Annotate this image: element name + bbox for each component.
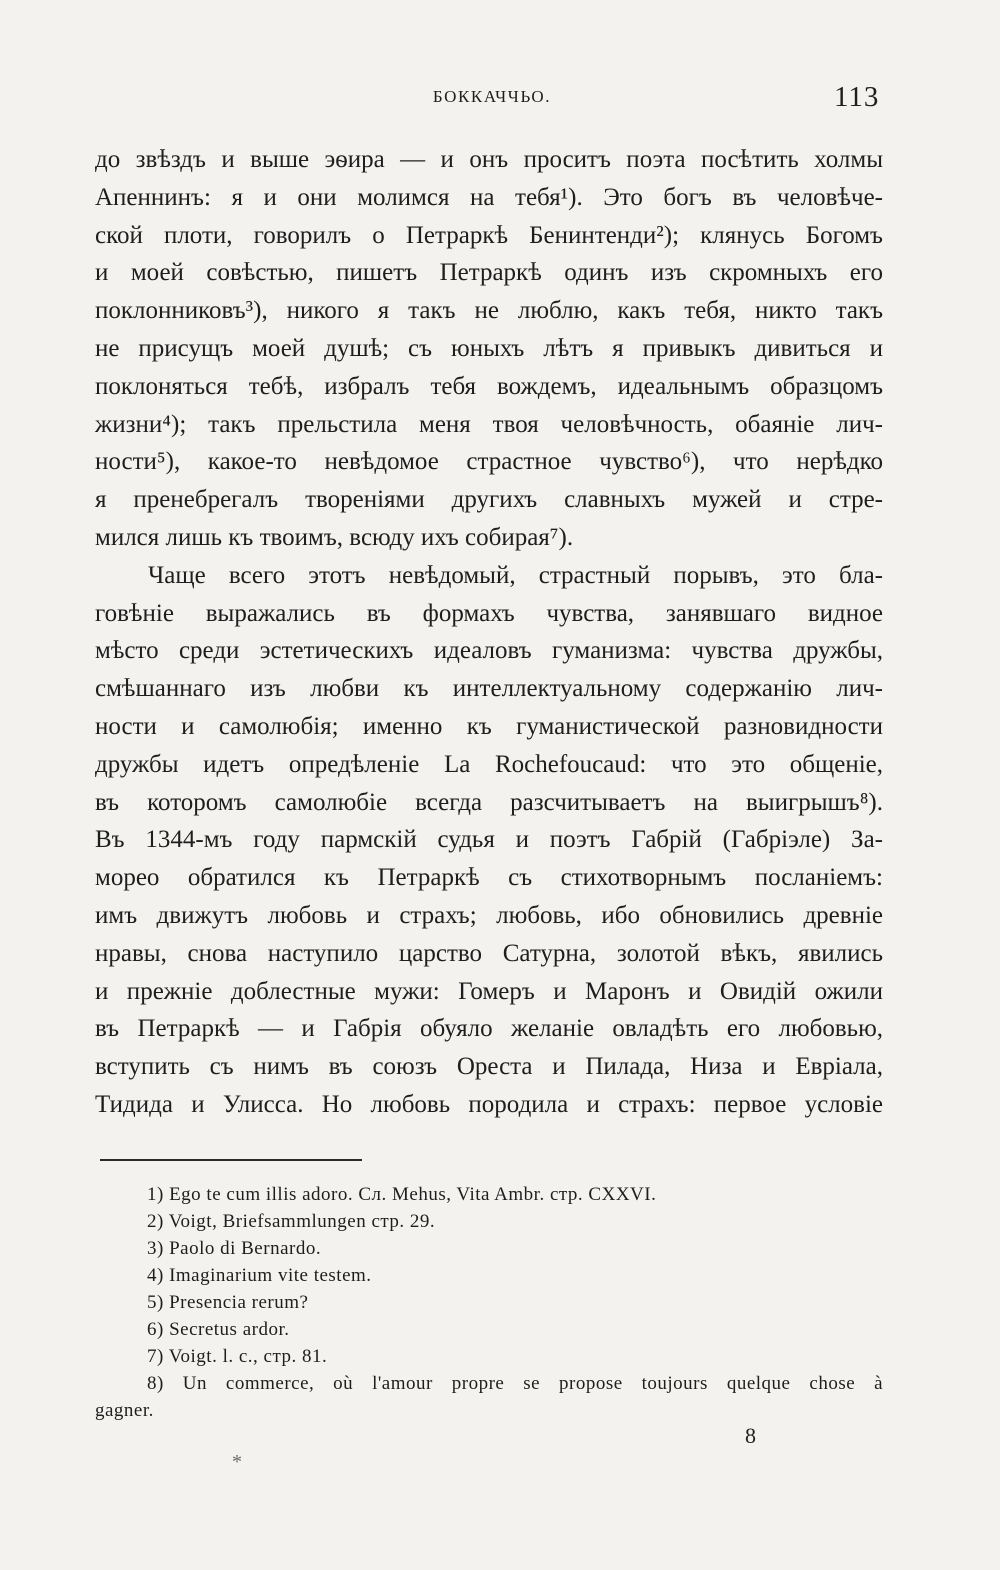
footnote-line: 7) Voigt. l. c., стр. 81. <box>147 1346 328 1367</box>
text-line: нравы, снова наступило царство Сатурна, золотой вѣкъ, явились <box>95 939 883 967</box>
footnote-line: 2) Voigt, Briefsammlungen стр. 29. <box>147 1211 436 1232</box>
footnote <box>95 1181 883 1208</box>
footnote-line: 1) Ego te cum illis adoro. Сл. Mehus, Vita Ambr. стр. CXXVI. <box>147 1184 657 1205</box>
text-line: смѣшаннаго изъ любви къ интеллектуальному содержанію лич- <box>95 675 883 703</box>
text-line: имъ движутъ любовь и страхъ; любовь, ибо обновились древніе <box>95 901 883 929</box>
main-text <box>95 141 883 1124</box>
text-line: морео обратился къ Петраркѣ съ стихотворнымъ посланіемъ: <box>95 864 883 892</box>
text-line: и прежніе доблестные мужи: Гомеръ и Маронъ и Овидій ожили <box>95 977 883 1005</box>
text-line: Апеннинъ: я и они молимся на тебя¹). Это богъ въ человѣче- <box>95 183 883 211</box>
text-line: и моей совѣстью, пишетъ Петраркѣ одинъ изъ скромныхъ его <box>95 259 883 287</box>
text-line: въ Петраркѣ — и Габрія обуяло желаніе овладѣть его любовью, <box>95 1015 883 1043</box>
footnote <box>95 1235 883 1262</box>
text-line: Въ 1344-мъ году пармскій судья и поэтъ Габрій (Габріэле) За- <box>95 826 883 854</box>
page-number: 113 <box>834 81 880 113</box>
text-line: ской плоти, говорилъ о Петраркѣ Бенинтенди²); клянусь Богомъ <box>95 221 883 249</box>
footnote <box>95 1316 883 1343</box>
text-line: ности⁵), какое-то невѣдомое страстное чувство⁶), что нерѣдко <box>95 448 883 476</box>
footnote <box>95 1370 883 1424</box>
text-line: ности и самолюбія; именно къ гуманистической разновидности <box>95 712 883 740</box>
running-head: БОККАЧЧЬО. <box>432 87 552 106</box>
text-line: говѣніе выражались въ формахъ чувства, занявшаго видное <box>95 599 883 627</box>
text-line: мѣсто среди эстетическихъ идеаловъ гуманизма: чувства дружбы, <box>95 637 883 665</box>
footnote-line: 5) Presencia rerum? <box>147 1292 309 1313</box>
footnote-line: 3) Paolo di Bernardo. <box>147 1238 322 1259</box>
footnote-rule <box>100 1159 362 1161</box>
signature-mark: 8 <box>745 1423 756 1448</box>
text-line: я пренебрегалъ твореніями другихъ славныхъ мужей и стре- <box>95 486 883 514</box>
text-line: не присущъ моей душѣ; съ юныхъ лѣтъ я привыкъ дивиться и <box>95 334 883 362</box>
footnote <box>95 1343 883 1370</box>
paragraph <box>95 557 883 1124</box>
text-line: вступить съ нимъ въ союзъ Ореста и Пилада, Низа и Евріала, <box>95 1053 883 1081</box>
text-line: дружбы идетъ опредѣленіе La Rochefoucaud: что это общеніе, <box>95 750 883 778</box>
footnote <box>95 1262 883 1289</box>
footnotes <box>95 1181 883 1424</box>
footnote-line: 6) Secretus ardor. <box>147 1319 290 1340</box>
paragraph <box>95 141 883 557</box>
text-line: мился лишь къ твоимъ, всюду ихъ собирая⁷). <box>95 523 574 551</box>
text-line: поклонниковъ³), никого я такъ не люблю, какъ тебя, никто такъ <box>95 297 883 325</box>
asterisk-mark: * <box>232 1451 242 1473</box>
footnote <box>95 1289 883 1316</box>
text-line: Тидида и Улисса. Но любовь породила и страхъ: первое условіе <box>95 1090 883 1118</box>
footnote-line: 4) Imaginarium vite testem. <box>147 1265 372 1286</box>
footnote-line: gagner. <box>95 1400 154 1421</box>
text-line: въ которомъ самолюбіе всегда разсчитываетъ на выигрышъ⁸). <box>95 788 883 816</box>
footnote-line: 8) Un commerce, où l'amour propre se propose toujours quelque chose à <box>147 1373 883 1394</box>
text-line: поклоняться тебѣ, избралъ тебя вождемъ, идеальнымъ образцомъ <box>95 372 883 400</box>
text-line: жизни⁴); такъ прельстила меня твоя человѣчность, обаяніе лич- <box>95 410 883 438</box>
text-line: Чаще всего этотъ невѣдомый, страстный порывъ, это бла- <box>148 561 883 589</box>
text-line: до звѣздъ и выше эѳира — и онъ проситъ поэта посѣтить холмы <box>95 146 883 173</box>
footnote <box>95 1208 883 1235</box>
